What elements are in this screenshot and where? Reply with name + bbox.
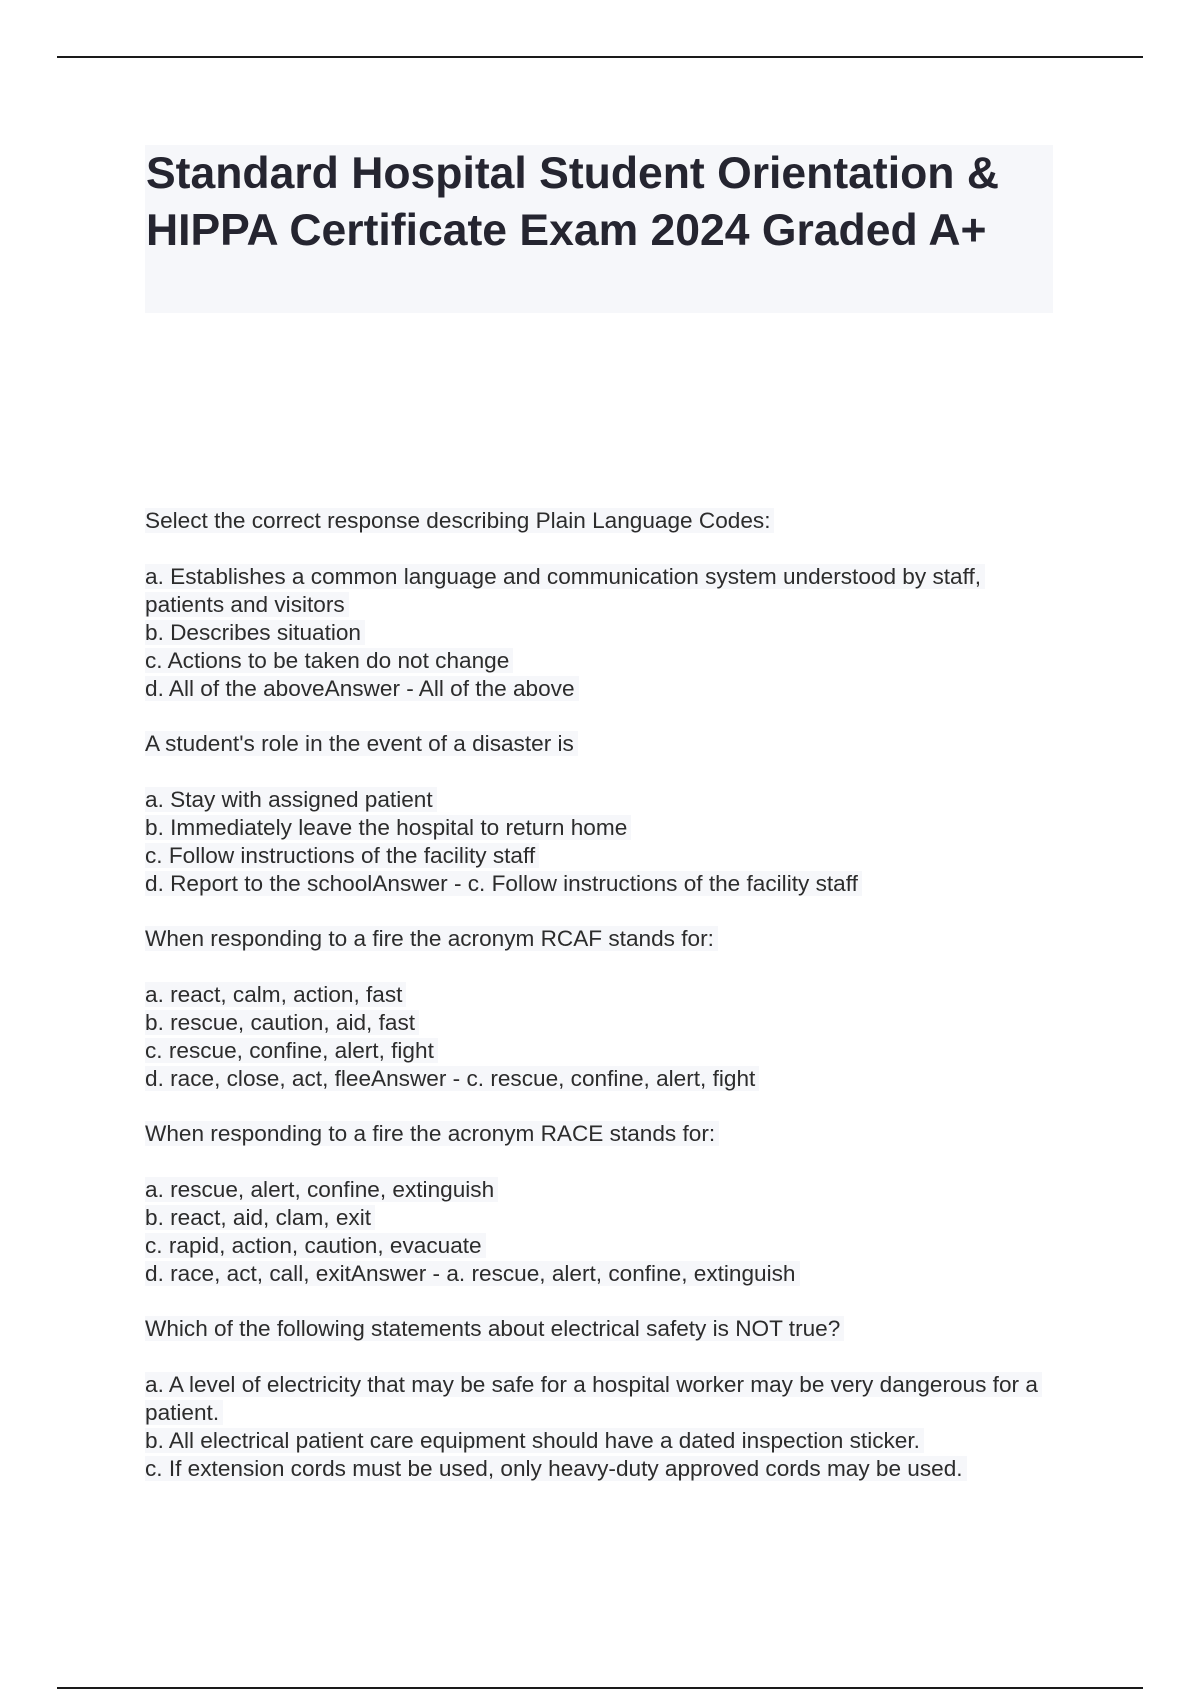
question-text <box>145 507 1065 535</box>
option-text: a. Establishes a common language and communication system understood by staff, patients and visitors <box>145 564 985 617</box>
option-text: d. race, act, call, exitAnswer - a. rescue, alert, confine, extinguish <box>145 1261 800 1286</box>
question-label: A student's role in the event of a disaster is <box>145 731 578 756</box>
option-item <box>145 981 1065 1009</box>
option-text: b. Immediately leave the hospital to return home <box>145 815 631 840</box>
option-item <box>145 1176 1065 1204</box>
option-item <box>145 1371 1065 1427</box>
option-text: c. Follow instructions of the facility staff <box>145 843 539 868</box>
page-title: Standard Hospital Student Orientation & HIPPA Certificate Exam 2024 Graded A+ <box>146 149 999 255</box>
option-text: d. Report to the schoolAnswer - c. Follow instructions of the facility staff <box>145 871 862 896</box>
option-list <box>145 1176 1065 1288</box>
option-item <box>145 1427 1065 1455</box>
bottom-divider <box>57 1687 1143 1689</box>
option-text: b. Describes situation <box>145 620 365 645</box>
question-block <box>145 507 1065 703</box>
option-text: d. All of the aboveAnswer - All of the above <box>145 676 579 701</box>
question-label: When responding to a fire the acronym RCAF stands for: <box>145 926 718 951</box>
option-text: a. Stay with assigned patient <box>145 787 437 812</box>
question-text <box>145 730 1065 758</box>
option-item <box>145 786 1065 814</box>
option-text: b. rescue, caution, aid, fast <box>145 1010 419 1035</box>
option-item <box>145 563 1065 619</box>
question-text <box>145 1315 1065 1343</box>
question-text <box>145 1120 1065 1148</box>
question-block <box>145 925 1065 1093</box>
option-list <box>145 981 1065 1093</box>
option-text: c. Actions to be taken do not change <box>145 648 513 673</box>
option-list <box>145 1371 1065 1483</box>
option-item <box>145 842 1065 870</box>
option-item <box>145 1009 1065 1037</box>
option-text: c. rapid, action, caution, evacuate <box>145 1233 486 1258</box>
option-item <box>145 870 1065 898</box>
option-text: c. rescue, confine, alert, fight <box>145 1038 438 1063</box>
option-text: c. If extension cords must be used, only heavy-duty approved cords may be used. <box>145 1456 967 1481</box>
option-text: d. race, close, act, fleeAnswer - c. rescue, confine, alert, fight <box>145 1066 759 1091</box>
question-text <box>145 925 1065 953</box>
option-item <box>145 1232 1065 1260</box>
option-item <box>145 619 1065 647</box>
question-list <box>145 507 1065 1510</box>
option-text: a. A level of electricity that may be safe for a hospital worker may be very dangerous for a patient. <box>145 1372 1042 1425</box>
option-item <box>145 1037 1065 1065</box>
question-label: When responding to a fire the acronym RACE stands for: <box>145 1121 719 1146</box>
option-item <box>145 1260 1065 1288</box>
option-text: a. rescue, alert, confine, extinguish <box>145 1177 498 1202</box>
option-text: b. react, aid, clam, exit <box>145 1205 375 1230</box>
question-block <box>145 1315 1065 1483</box>
question-label: Select the correct response describing Plain Language Codes: <box>145 508 774 533</box>
question-block <box>145 730 1065 898</box>
option-list <box>145 563 1065 703</box>
question-block <box>145 1120 1065 1288</box>
option-item <box>145 647 1065 675</box>
option-item <box>145 675 1065 703</box>
option-text: a. react, calm, action, fast <box>145 982 406 1007</box>
option-item <box>145 1455 1065 1483</box>
option-item <box>145 1065 1065 1093</box>
option-item <box>145 814 1065 842</box>
option-text: b. All electrical patient care equipment should have a dated inspection sticker. <box>145 1428 924 1453</box>
option-list <box>145 786 1065 898</box>
top-divider <box>57 56 1143 58</box>
option-item <box>145 1204 1065 1232</box>
question-label: Which of the following statements about electrical safety is NOT true? <box>145 1316 844 1341</box>
